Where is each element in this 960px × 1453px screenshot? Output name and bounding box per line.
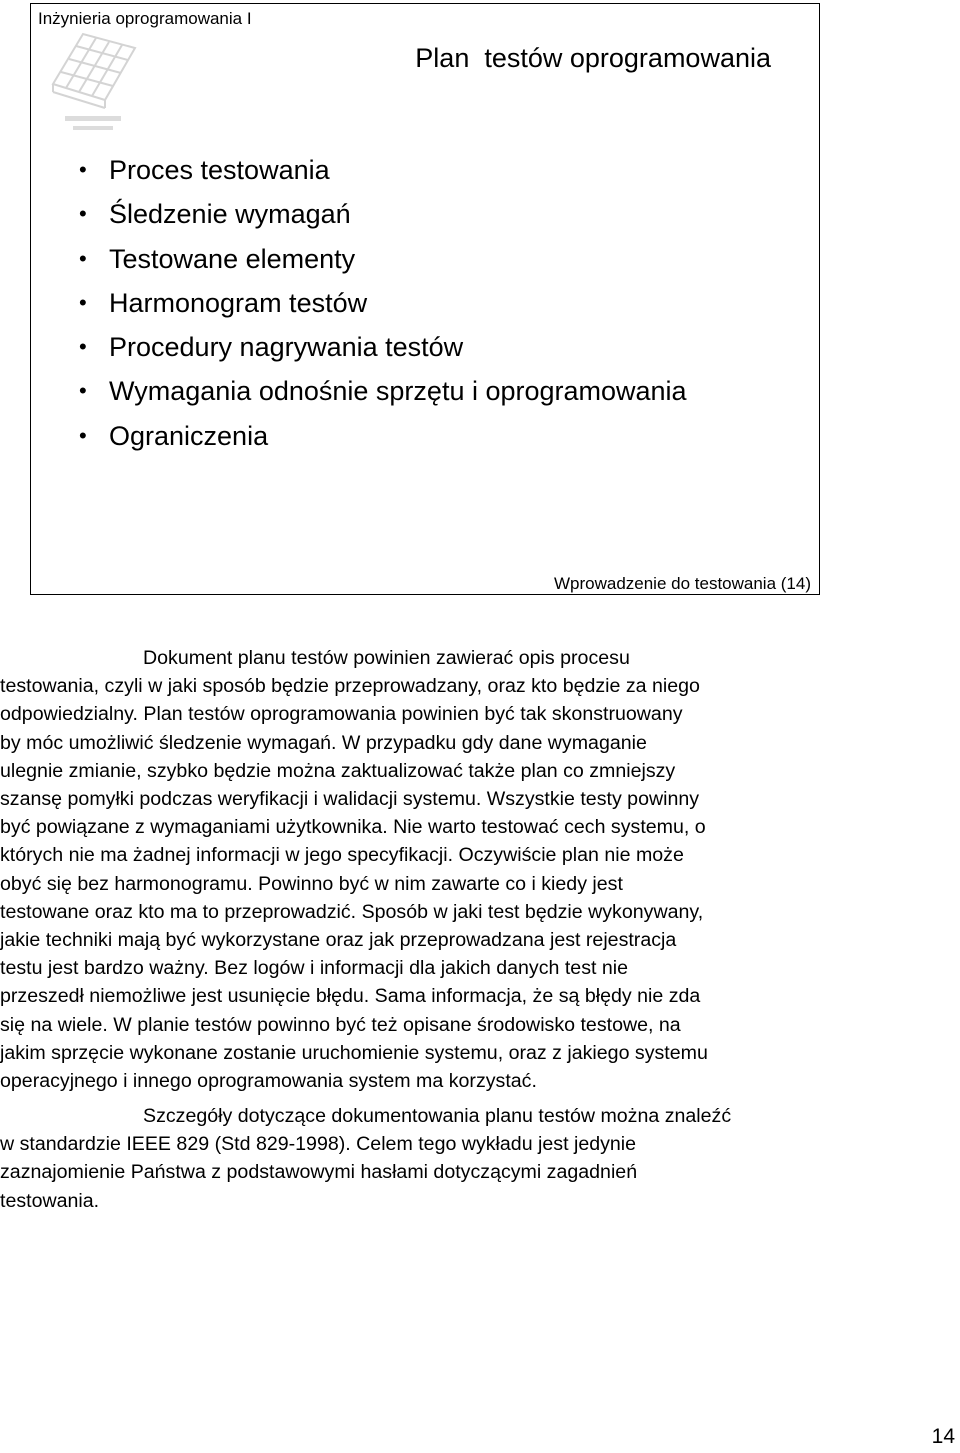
text-line: operacyjnego i innego oprogramowania system ma korzystać. — [0, 1070, 537, 1093]
text-line: szansę pomyłki podczas weryfikacji i walidacji systemu. Wszystkie testy powinny — [0, 788, 700, 811]
university-logo — [43, 26, 143, 136]
slide-footer: Wprowadzenie do testowania (14) — [553, 574, 811, 593]
text-line: być powiązane z wymaganiami użytkownika. Nie warto testować cech systemu, o — [0, 816, 706, 839]
bullet-item: • Wymagania odnośnie sprzętu i oprogramowania — [79, 369, 687, 413]
slide-title: Plan testów oprogramowania — [415, 43, 771, 73]
text-line: przeszedł niemożliwe jest usunięcie błędu. Sama informacja, że są błędy nie zda — [0, 985, 701, 1008]
page-number: 14 — [931, 1425, 955, 1448]
bullet-item: • Procedury nagrywania testów — [79, 325, 687, 369]
text-line: testowania. — [0, 1189, 100, 1212]
paragraph-1 — [0, 644, 960, 1095]
text-line: Szczegóły dotyczące dokumentowania planu testów można znaleźć — [143, 1105, 732, 1127]
bullet-item: • Śledzenie wymagań — [79, 192, 687, 236]
text-line: których nie ma żadnej informacji w jego specyfikacji. Oczywiście plan nie może — [0, 844, 684, 867]
bullet-list — [79, 148, 687, 458]
bullet-item: • Ograniczenia — [79, 414, 687, 458]
text-line: ulegnie zmianie, szybko będzie można zaktualizować także plan co zmniejszy — [0, 759, 676, 782]
text-line: by móc umożliwić śledzenie wymagań. W przypadku gdy dane wymaganie — [0, 731, 647, 754]
text-line: w standardzie IEEE 829 (Std 829-1998). Celem tego wykładu jest jedynie — [0, 1133, 637, 1156]
text-line: jakim sprzęcie wykonane zostanie uruchomienie systemu, oraz z jakiego systemu — [0, 1041, 708, 1064]
bullet-item: • Harmonogram testów — [79, 281, 687, 325]
course-title: Inżynieria oprogramowania I — [38, 9, 252, 28]
text-line: testowania, czyli w jaki sposób będzie przeprowadzany, oraz kto będzie za niego — [0, 675, 700, 698]
text-line: się na wiele. W planie testów powinno być też opisane środowisko testowe, na — [0, 1013, 681, 1036]
text-line: Dokument planu testów powinien zawierać opis procesu — [143, 647, 630, 669]
bullet-item: • Testowane elementy — [79, 237, 687, 281]
text-line: obyć się bez harmonogramu. Powinno być w nim zawarte co i kiedy jest — [0, 872, 623, 895]
paragraph-2 — [0, 1102, 960, 1215]
slide-frame — [30, 3, 820, 595]
bullet-item: • Proces testowania — [79, 148, 687, 192]
text-line: jakie techniki mają być wykorzystane oraz jak przeprowadzana jest rejestracja — [0, 929, 677, 952]
text-line: zaznajomienie Państwa z podstawowymi hasłami dotyczącymi zagadnień — [0, 1161, 638, 1184]
text-line: testu jest bardzo ważny. Bez logów i informacji dla jakich danych test nie — [0, 957, 629, 980]
text-line: testowane oraz kto ma to przeprowadzić. Sposób w jaki test będzie wykonywany, — [0, 900, 704, 923]
text-line: odpowiedzialny. Plan testów oprogramowania powinien być tak skonstruowany — [0, 703, 683, 726]
